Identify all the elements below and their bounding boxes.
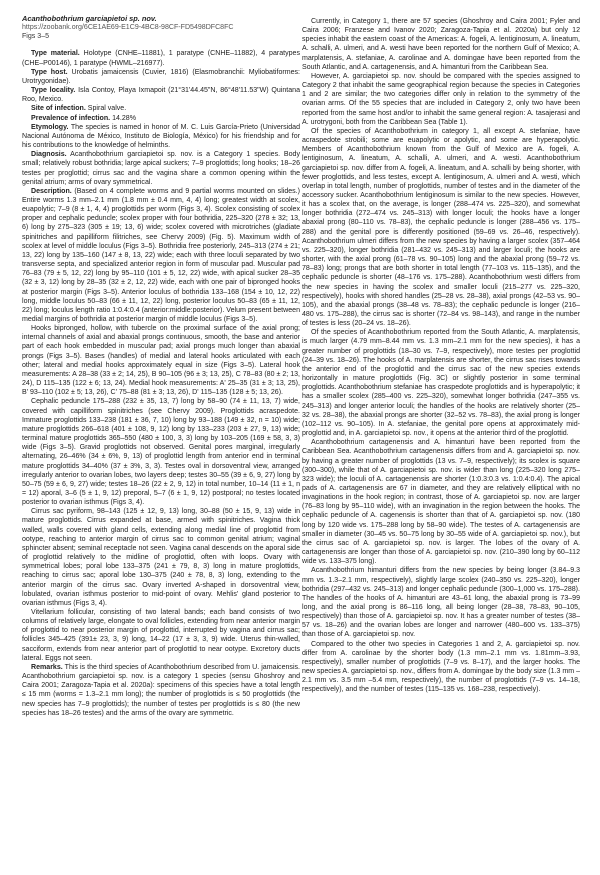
right-paragraph-5: Acanthobothrium cartagenensis and A. himanturi have been reported from the Caribbean Sea. Acanthobothrium cartagenensis differs from and A. garciapietoi sp. nov. by having a greater number of proglottids (13 vs. 7–9, respectively); its scolex is square (300–300), while that of A. garciapietoi sp. nov. is wider than long (225–320 long 275–323 wide); the loculi of A. cartagenensis are shorter (1:0.3:0.3 vs. 1:0.4:0.4). The apical pads of A. cartagenensis are 67 in diameter, and they are relatively elliptical with no invaginations in the hook region; in contrast, those of A. garciapietoi sp. nov. are larger (76–83 long by 95–110 wide), with an invagination in the region between the hooks. The cephalic peduncle of A. cagenensis is shorter than that of A. garciapietoi sp. nov. (180 long by 120 wide vs. 175–288 long by 58–90 wide). The testes of A. cartagenensis are smaller in diameter (30–45 vs. 50–75 long by 30–55 wide of A. garciapietoi sp. nov.), but the cirrus sac of A. garciapietoi sp. nov. is larger. The lobes of the ovary of A. cartagenensis are longer than those of A. garciapietoi sp. nov. (210–390 long by 60–112 wide vs. 133–375 long).: [302, 439, 580, 566]
zoobank-link[interactable]: https://zoobank.org/6CE1AE69-E1C9-4BC8-98CF-FD5498DFC8FC: [22, 24, 234, 32]
description-paragraph-4: Cirrus sac pyriform, 98–143 (125 ± 12, 9, 13) long, 30–88 (50 ± 15, 9, 13) wide in mature proglottids. Cirrus expanded at base, armed with spinitriches. Vagina thick walled, walls covered with gland cells, extending along medial line of proglottid from ootype, reaching to anterior margin of cirrus sac to common genital atrium; vaginal sphincter absent; seminal receptacle not seen. Vagina canal descends on the aporal side of proglottid relatively to the midline of proglottid, often with loops. Ovary with symmetrical lobes; poral lobe 133–375 (241 ± 79, 8, 3) long in mature proglottids, reaching to cirrus sac; aporal lobe 130–375 (240 ± 78, 8, 3) long, extending to the anterior margin of the cirrus sac. Ovary inverted A-shaped in dorsoventral view, lobulated, ovarian isthmus posterior to mid-point of ovary. Mehlis' gland posterior to ovarian isthmus (Figs 3, 4).: [22, 508, 300, 607]
prevalence-label: Prevalence of infection.: [31, 114, 111, 122]
diagnosis-label: Diagnosis.: [31, 151, 67, 159]
type-host: [22, 68, 300, 86]
description-label: Description.: [31, 187, 72, 195]
site-label: Site of infection.: [31, 105, 86, 113]
figure-reference: Figs 3–5: [22, 33, 50, 41]
etymology: [22, 123, 300, 150]
type-locality: [22, 86, 300, 104]
description-paragraph-2: Hooks bipronged, hollow, with tubercle on the proximal surface of the axial prong; internal channels of axial and abaxial prongs continuous, smooth, the base and anterior part of each hook embedded in muscular pad; axial prongs much longer than abaxial prongs (Figs 3–5). Bases (handles) of medial and lateral hooks articulated with each other; lateral and medial hooks approximately equal in size (Figs 3–5). Lateral hook measurements: A 28–38 (33 ± 2; 14, 25), B 90–105 (96 ± 3; 13, 25), C 78–83 (80 ± 2; 13, 24), D 115–135 (122 ± 6; 13, 24). Medial hook measurements: A' 25–35 (31 ± 3; 13, 25), B' 93–110 (102 ± 5; 13, 26), C' 75–88 (81 ± 3; 13, 26), D' 115–135 (128 ± 5; 13, 26).: [22, 325, 300, 397]
etymology-text: The species is named in honor of M. C. Luis García-Prieto (Universidad Nacional Autónoma de México, Instituto de Biología, México) for his friendship and for his contributions to the knowledge of helminths.: [22, 123, 300, 150]
type-locality-text: Isla Contoy, Playa Ixmapoit (21°31'44.45"N, 86°48'11.53"W) Quintana Roo, Mexico.: [22, 87, 300, 104]
diagnosis: [22, 150, 300, 187]
diagnosis-text: Acanthobothrium garciapietoi sp. nov. is a Category 1 species. Body small; relatively robust bothridia; large apical suckers; 7–9 proglottids; long hooks; 18–26 testes per proglottid; cirrus sac and the vagina share a common opening within the genital atrium; arms of ovary symmetrical.: [22, 151, 300, 186]
right-paragraph-6: Acanthobothrium himanturi differs from the new species by being longer (3.84–9.3 mm vs. 1.3–2.1 mm, respectively), slightly large scolex (240–350 vs. 225–320), longer bothridia (297–432 vs. 245–313) and longer cephalic peduncle (300–1,000 vs. 175–288). The handles of the hooks of A. himanturi are 43–61 long, the abaxial prong is 73–99 long, and the axial prong is 86–116 long, all being longer (28–38, 78–83, 90–105, respectively) than those of A. garciapietoi sp. nov. It has a greater number of testes (38–57 vs. 18–26) and the ovarian lobes are longer and narrower (480–600 vs. 133–375) than those of A. garciapietoi sp. nov.: [302, 567, 580, 639]
type-material-label: Type material.: [31, 50, 80, 58]
right-paragraph-4: Of the species of Acanthobothrium reported from the South Atlantic, A. marplatensis, is much larger (4.79 mm–8.44 mm vs. 1.3 mm–2.1 mm for the new species), it has a greater number of proglottids (18–30 vs. 7–9, respectively), more testes per proglottid (24–39 vs. 18–26). The hooks of A. marplatensis are shorter, the cirrus sac rises towards the anterior end of the proglottid and the cirrus sac of the new species extends horizontally in mature proglottids (Fig. 3C) or slightly posterior in some terminal proglottids. Acanthobothrium stefaniae has craspedote proglottids and is hyperapolytic; it has a smaller scolex (285–400 vs. 225–320), somewhat longer bothridia (247–355 vs. 245–313) and longer anterior loculi; the handles of the hooks are relatively shorter (25–32 vs. 28–38), the abaxial prongs are shorter (32–52 vs. 78–83), the axial prong is longer (102–112 vs. 90–105). In A. stefaniae, the genital pore opens at approximately mid-proglottid and, in A. garciapietoi sp. nov., it opens at the anterior third of the proglottid.: [302, 329, 580, 438]
description-paragraph-3: Cephalic peduncle 175–288 (232 ± 35, 13, 7) long by 58–90 (74 ± 11, 13, 7) wide, covered with capilliform spinitriches (see Chervy 2009). Proglottids acraspedote. Immature proglottids 133–238 (181 ± 36, 7, 10) long by 93–188 (149 ± 32, n = 10) wide; mature proglottids 266–618 (401 ± 108, 9, 12) long by 133–233 (203 ± 27, 9, 13) wide; terminal mature proglottids 365–550 (480 ± 100, 3, 3) long by 103–205 (169 ± 58, 3, 3) wide (Figs 3–5). Gravid proglottids not observed. Genital pores marginal, irregularly alternating, 26–46% (34 ± 6%, 9, 13) of proglottid length from anterior end in terminal mature proglottids 34–40% (37 ± 3%, 3, 3). Testes oval in dorsoventral view, arranged irregularly anterior to ovarian lobes, two layers deep; testes 30–55 (39 ± 6, 9, 27) long by 50–75 (59 ± 6, 9, 27) wide; testes 18–26 (22 ± 2, 9, 12) in total number, 10–14 (11 ± 1, n = 12) aporal, 3–6 (5 ± 1, 9, 12) preporal, 5–7 (6 ± 1, 9, 12) postporal; no testes located posterior to ovarian isthmus (Figs 3, 4).: [22, 398, 300, 507]
description-paragraph-5: Vitellarium follicular, consisting of two lateral bands; each band consists of two columns of relatively large, elongate to oval follicles, extending from near anterior margin of proglottid to near posterior margin of proglottid, interrupted by vagina and cirrus sac; follicles 345–425 (391± 23, 3, 9) long, 14–22 (17 ± 3, 3, 9) wide. Uterus thin-walled, sacciform, extends from near anterior part of proglottid to near ootype. Excretory ducts lateral. Eggs not seen.: [22, 609, 300, 662]
description-paragraph-1: [22, 187, 300, 324]
site-of-infection: [22, 104, 300, 113]
type-host-label: Type host.: [31, 68, 68, 76]
type-locality-label: Type locality.: [31, 87, 76, 95]
species-title: Acanthobothrium garciapietoi sp. nov.: [22, 14, 157, 23]
description-text-1: (Based on 4 complete worms and 9 partial worms mounted on slides.) Entire worms 1.3 mm–2.1 mm (1.8 mm ± 0.4 mm, 4, 4) long; greatest width at scolex, euapolytic; 7–9 (8 ± 1, 4, 4) proglottids per worm (Figs 3, 4). Scolex consisting of scolex proper and cephalic peduncle; scolex proper with four bothridia, 225–320 (278 ± 32; 13, 6) long by 275–323 (305 ± 19; 13, 6) wide; scolex covered with microtriches (gladiate spinitriches and papilliform filitriches, see Chervy 2009) (Fig. 5). Maximum width of scolex at level of middle loculus (Figs 3–5). Bothridia free posteriorly, 245–313 (274 ± 21; 13, 22) long by 135–160 (147 ± 8, 13, 22) wide; each with three loculi separated by two transverse septa, and specialized anterior region in form of muscular pad. Muscular pad 76–83 (79 ± 5, 12, 22) long by 95–110 (101 ± 5, 12, 22) wide, with apical sucker 28–35 (32 ± 3, 12) long by 28–35 (32 ± 2, 12, 22) wide, each with one pair of bipronged hooks at posterior margin (Figs 3–5). Anterior loculus of bothridia 133–168 (154 ± 10, 12, 22) long, middle loculus 50–83 (66 ± 11, 12, 22) long, posterior loculus 50–83 (65 ± 11, 12, 22) long; loculus length ratio 1:0.4:0.4 (anterior:middle:posterior). Velum present between medial margins of bothridia at posterior margin of middle loculus (Figs 3–5).: [22, 187, 300, 323]
right-column: [302, 17, 580, 867]
left-column: [22, 14, 300, 864]
type-material-text: Holotype (CNHE–11881), 1 paratype (CNHE–11882), 4 paratypes (CHE–P00146), 1 paratype (HWML–216977).: [22, 50, 300, 67]
type-host-text: Urobatis jamaicensis (Cuvier, 1816) (Elasmobranchii: Myliobatiformes: Urotrygonidae).: [22, 68, 300, 85]
remarks: [22, 663, 300, 718]
prevalence-text: 14.28%: [112, 114, 136, 122]
etymology-label: Etymology.: [31, 123, 69, 131]
site-text: Spiral valve.: [87, 105, 127, 113]
right-paragraph-1: Currently, in Category 1, there are 57 species (Ghoshroy and Caira 2001; Fyler and Caira 2006; Franzese and Ivanov 2020; Zaragoza-Tapia et al. 2020a) but only 12 species inhabit the eastern coast of the Americas: A. fogeli, A. lentiginosum, A. lineatum, A. schalli, A. ulmeri, and A. westi have been reported for the northern Gulf of Mexico; A. marplatensis, A. stefaniae, A. carolinae and A. domingae have been reported from the South Atlantic, and A. cartagenensis, and A. himanturi from the Caribbean Sea.: [302, 18, 580, 71]
right-paragraph-3: Of the species of Acanthobothrium in category 1, all except A. stefaniae, have acraspedote strobili; some are euapolytic or apolytic, and some are hyperapolytic. Members of Acanthobothrium known from the Gulf of Mexico are A. fogeli, A. lentiginosum, A. lineatum, A. schalli, A. ulmeri, and A. westi. Acanthobothrium garciapietoi sp. nov. differ from A. fogeli, A. lineatum, and A. schalli by being shorter, with fewer proglottids, and less testes, except A. lentiginosum, A. ulmeri and A. westi, which overlap in total length, number of proglottids, number of testes and in the diameter of the accessory sucker. Acanthobothrium lentiginosum is similar to the new species. However, it has a scolex that, on the average, is longer (288–474 vs. 225–320), and somewhat longer bothridia (272–474 vs. 245–313) with longer loculi; the hooks have a longer abaxial prong (80–110 vs. 78–83), the cephalic peduncle is longer (288–456 vs. 175–288) and the genital pore is differently positioned (59–69 vs. 26–46, respectively). Acanthobothrium ulmeri differs from the new species by having a larger scolex (357–464 vs. 225–320), longer bothridia (281–432 vs. 245–313) and larger loculi; the hooks are shorter, with the axial prong (61–78 vs. 90–105) long and the abaxial prong (59–72 vs. 78–83) long; prongs that are both shorter in total length (77–103 vs. 115–135), and the cephalic peduncle is shorter (48–176 vs. 175–288). Acanthobothrium westi differs from the new species in having the scolex and smaller loculi (215–277 vs. 225–320, respectively), hooks with shored handles (25–28 vs. 28–38), axial prongs (42–53 vs. 90–105), and the abaxial prongs (38–48 vs. 78–83); the cephalic peduncle is longer (216–480 vs. 175–288), the cirrus sac is shorter (72–84 vs. 98–143), and range in the number of testes is less (20–24 vs. 18–26).: [302, 127, 580, 328]
type-material: [22, 49, 300, 67]
remarks-label: Remarks.: [31, 663, 63, 671]
right-paragraph-2: However, A. garciapietoi sp. nov. should be compared with the species assigned to Category 2 that inhabit the same geographical region because the species in Categories 1 and 2 are similar; the two categories differ only in relation to the symmetry of the ovarian arms. Of the 55 species that are included in Category 2, only two have been reported from the same host and/or to inhabit the same general region: A. tasajerasi and A. urotrygoni, both from the Caribbean Sea (Table 1).: [302, 72, 580, 126]
species-heading: [22, 14, 300, 41]
remarks-text: This is the third species of Acanthobothrium described from U. jamaicensis. Acanthobothrium garciapietoi sp. nov. is a category 1 species (sensu Ghoshroy and Caira 2001; Zaragoza-Tapia et al. 2020a): specimens of this species have a total length ≤ 15 mm (worms = 1.3–2.1 mm long); the number of proglottids is ≤ 50 proglottids (the new species has 7–9 proglottids); the number of testes per proglottids is ≤ 80 (the new species has 18–26 testes) and the arms of the ovary are symmetric.: [22, 663, 300, 717]
prevalence: [22, 114, 300, 123]
right-paragraph-7: Compared to the other two species in Categories 1 and 2, A. garciapietoi sp. nov. differ from A. carolinae by the shorter body (1.3 mm–2.1 mm vs. 1.81mm–3.93, respectively), smaller number of proglottids (7–9 vs. 8–17), and the larger hooks. The new species A. garciapietoi sp. nov., differs from A. domingae by the body size (1.3 mm –2.1 mm vs. 3.5 mm –5.4 mm, respectively), the number of proglottids (7–9 vs. 14–18, respectively), and the number of testes (115–135 vs. 168–238, respectively).: [302, 640, 580, 694]
